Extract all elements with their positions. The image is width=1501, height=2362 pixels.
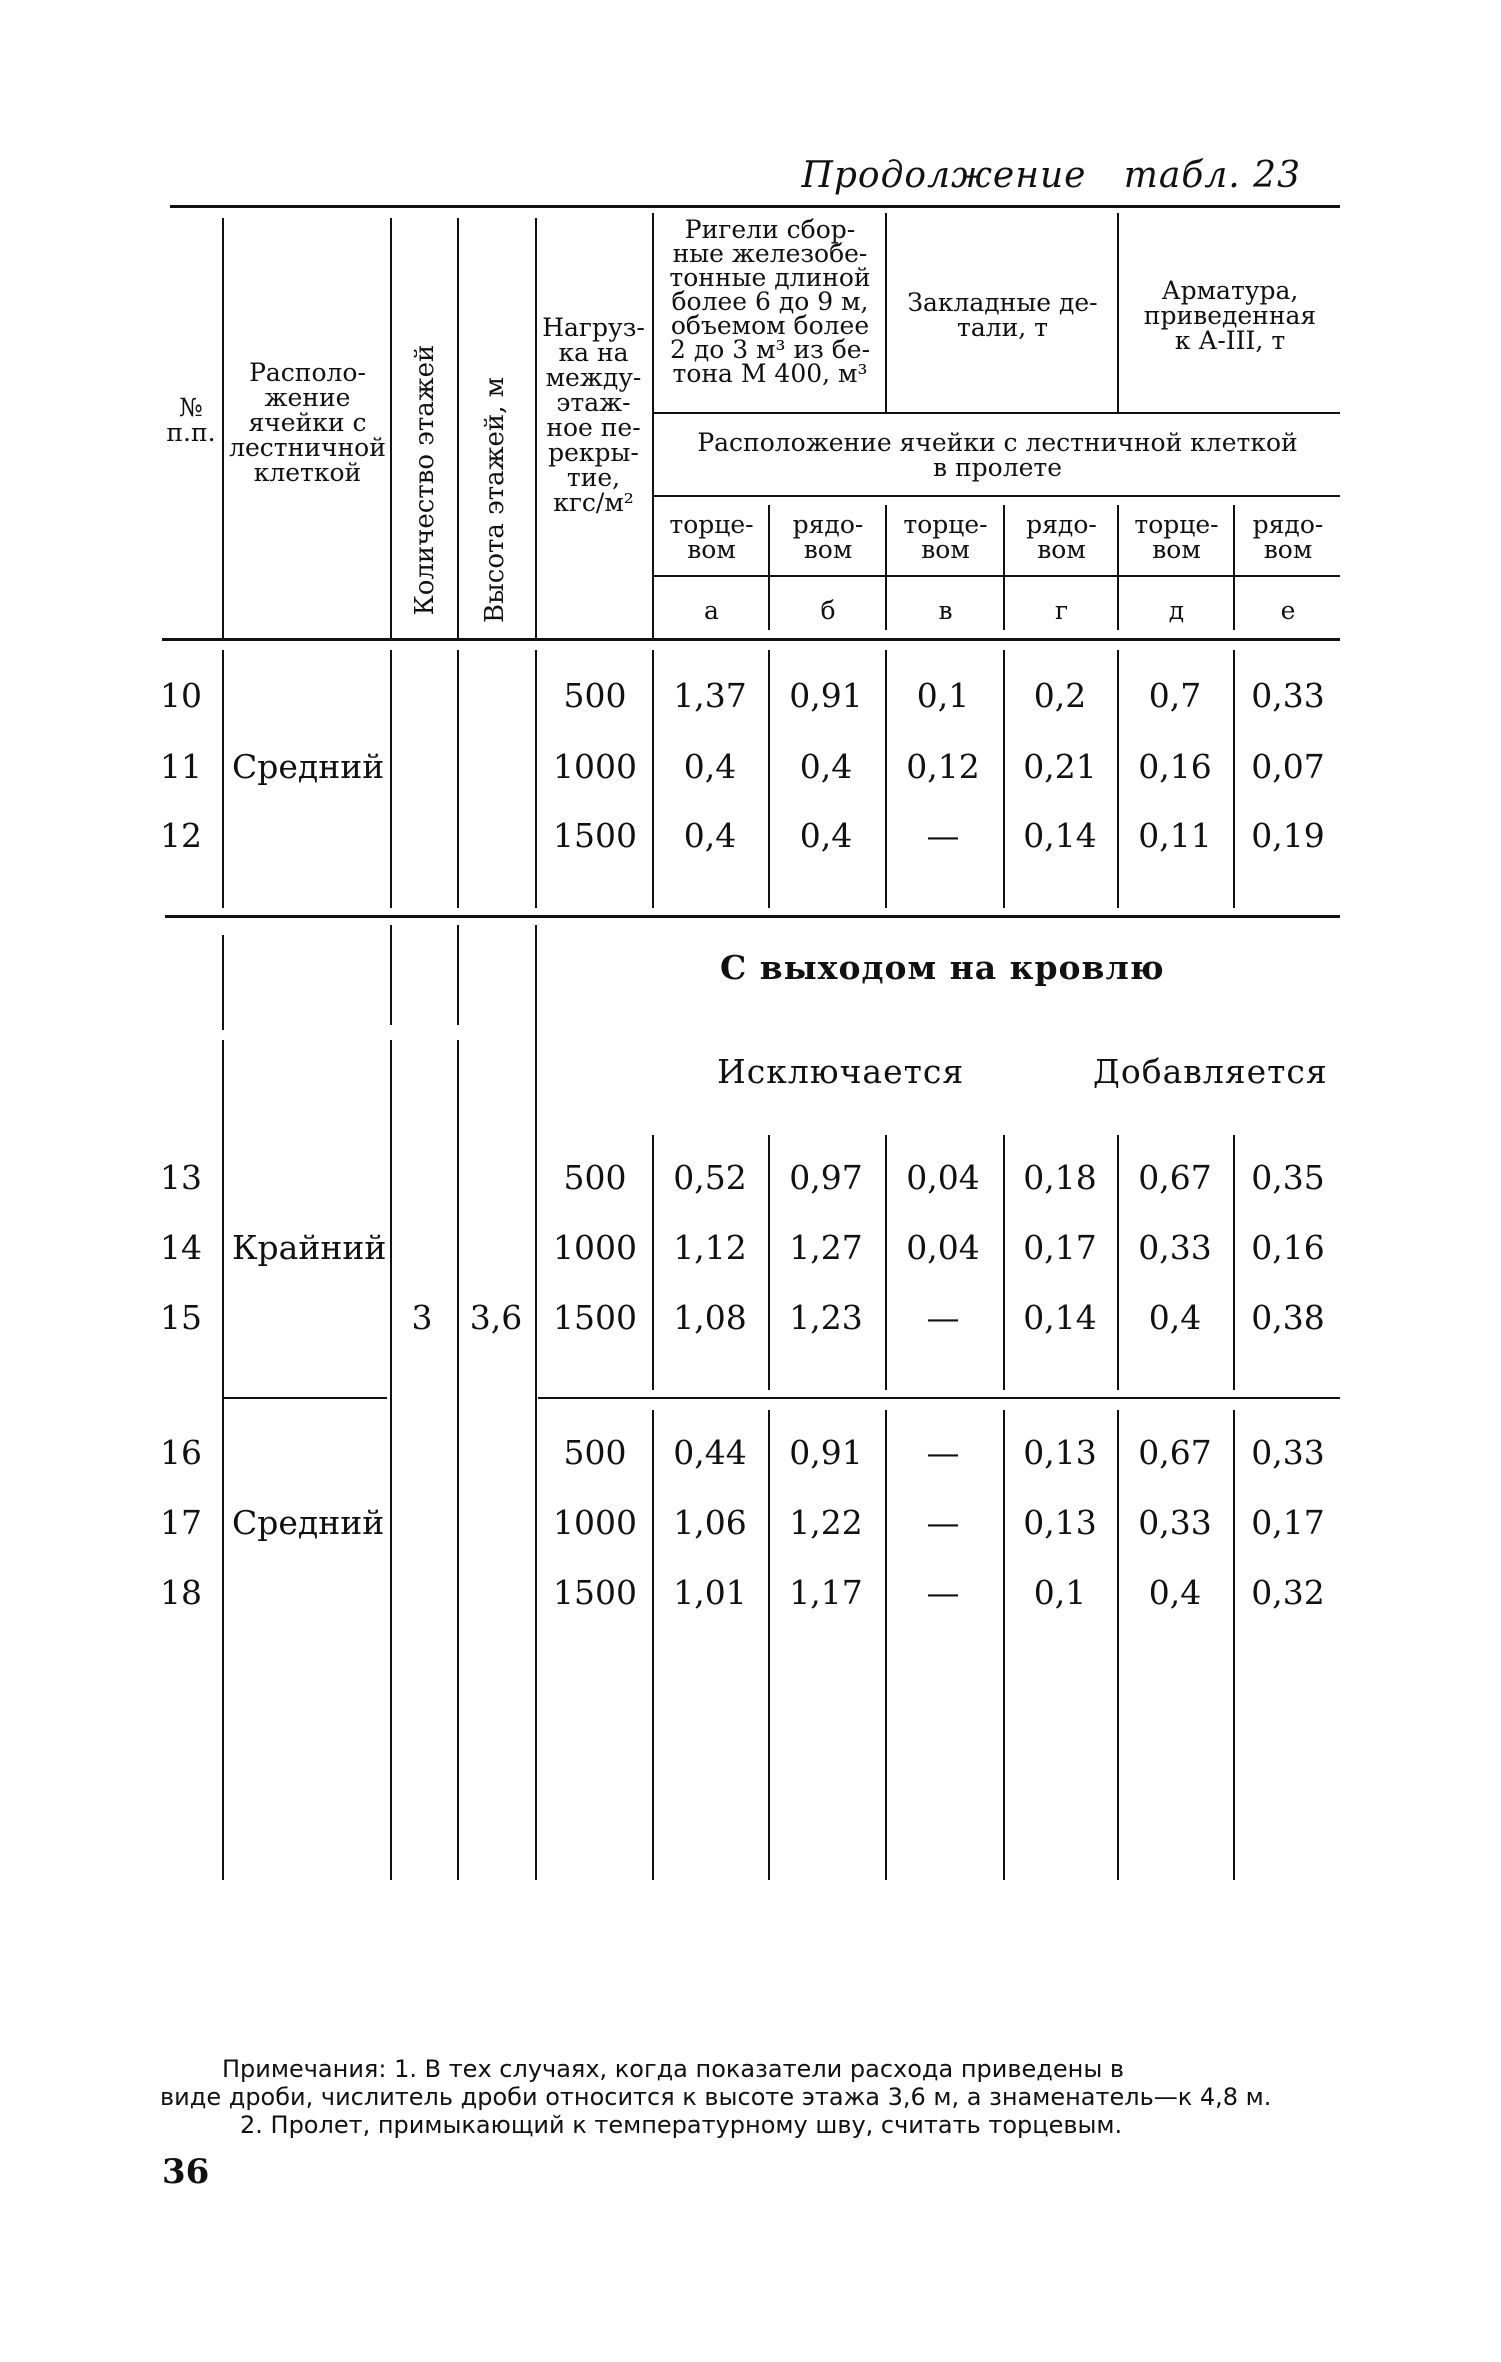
cell-b: 0,91 <box>789 1433 863 1472</box>
row-no: 16 <box>160 1433 202 1472</box>
col-line-c <box>885 505 887 630</box>
header-cell-position: Расположение ячейки с лестничной клеткой в пролете <box>697 428 1298 482</box>
header-beams: Ригели сбор- ные железобе- тонные длиной более 6 до 9 м, объемом более 2 до 3 м³ из бе- тона М 400, м³ <box>669 215 871 388</box>
letter-d: г <box>1054 596 1069 625</box>
block1-bottom-rule <box>165 915 1340 918</box>
header-rule-position <box>652 495 1340 497</box>
sub-header-d: рядо- вом <box>1026 510 1097 564</box>
cell-f: 0,35 <box>1251 1158 1325 1197</box>
sub-header-b: рядо- вом <box>792 510 864 564</box>
s2-line-floors-mid <box>390 1040 392 1880</box>
col-line-embedded-end <box>1117 213 1119 412</box>
sub-header-a: торце- вом <box>669 510 754 564</box>
row-no: 15 <box>160 1298 202 1337</box>
row-load: 1000 <box>553 1228 637 1267</box>
table-notes <box>160 2055 1350 2139</box>
block2-location: Крайний <box>232 1228 387 1267</box>
header-rule-beams <box>652 412 1340 414</box>
cell-e: 0,11 <box>1138 816 1212 855</box>
b3-line-e <box>1117 1410 1119 1880</box>
s2-line-load-long <box>535 925 537 1880</box>
header-height: Высота этажей, м <box>480 377 510 623</box>
b1-line-e <box>1117 650 1119 908</box>
col-line-d <box>1003 505 1005 630</box>
cell-a: 1,01 <box>673 1573 747 1612</box>
b2-line-c <box>885 1135 887 1390</box>
s2-line-location-top <box>222 935 224 1030</box>
cell-a: 0,52 <box>673 1158 747 1197</box>
b1-line-c <box>885 650 887 908</box>
section-height: 3,6 <box>469 1298 523 1337</box>
b3-line-b <box>768 1410 770 1880</box>
cell-f: 0,07 <box>1251 747 1325 786</box>
cell-c: 0,04 <box>906 1158 980 1197</box>
cell-e: 0,33 <box>1138 1228 1212 1267</box>
col-line-f <box>1233 505 1235 630</box>
b3-line-d <box>1003 1410 1005 1880</box>
block1-location: Средний <box>232 747 385 786</box>
cell-b: 1,27 <box>789 1228 863 1267</box>
cell-e: 0,67 <box>1138 1433 1212 1472</box>
cell-c: — <box>926 1298 960 1337</box>
cell-f: 0,33 <box>1251 1433 1325 1472</box>
block3-location: Средний <box>232 1503 385 1542</box>
header-floors: Количество этажей <box>410 344 440 616</box>
letter-b: б <box>820 596 836 625</box>
header-bottom-rule <box>162 638 1340 641</box>
page-number: 36 <box>162 2152 210 2192</box>
cell-b: 1,23 <box>789 1298 863 1337</box>
b1-line-b <box>768 650 770 908</box>
b2-line-a <box>652 1135 654 1390</box>
note-line: виде дроби, числитель дроби относится к высоте этажа 3,6 м, а знаменатель—к 4,8 м. <box>160 2083 1272 2111</box>
row-no: 10 <box>160 676 202 715</box>
cell-f: 0,33 <box>1251 676 1325 715</box>
cell-c: — <box>926 1433 960 1472</box>
header-rule-sub <box>652 575 1340 577</box>
cell-a: 1,12 <box>673 1228 747 1267</box>
cell-e: 0,16 <box>1138 747 1212 786</box>
letter-f: е <box>1280 596 1296 625</box>
b2-line-e <box>1117 1135 1119 1390</box>
cell-f: 0,17 <box>1251 1503 1325 1542</box>
cell-f: 0,16 <box>1251 1228 1325 1267</box>
col-line-height <box>457 218 459 638</box>
cell-d: 0,1 <box>1033 1573 1087 1612</box>
header-load: Нагруз- ка на между- этаж- ное пе- рекры- тие, кгс/м² <box>542 313 645 517</box>
header-location: Располо- жение ячейки с лестничной клеткой <box>229 358 386 487</box>
section-excluded: Исключается <box>717 1052 965 1091</box>
row-no: 12 <box>160 816 202 855</box>
row-no: 18 <box>160 1573 202 1612</box>
sub-header-e: торце- вом <box>1134 510 1219 564</box>
row-no: 11 <box>160 747 202 786</box>
section-floors: 3 <box>411 1298 433 1337</box>
col-line-floors <box>390 218 392 638</box>
cell-c: — <box>926 816 960 855</box>
cell-b: 0,97 <box>789 1158 863 1197</box>
cell-f: 0,19 <box>1251 816 1325 855</box>
b3-line-c <box>885 1410 887 1880</box>
caption-continuation: Продолжение <box>801 155 1087 196</box>
s2-line-floors-top <box>390 925 392 1025</box>
row-load: 1000 <box>553 747 637 786</box>
note-line: 2. Пролет, примыкающий к температурному шву, считать торцевым. <box>240 2111 1123 2139</box>
cell-d: 0,2 <box>1033 676 1087 715</box>
cell-c: 0,1 <box>916 676 970 715</box>
cell-b: 1,22 <box>789 1503 863 1542</box>
cell-d: 0,13 <box>1023 1433 1097 1472</box>
letter-c: в <box>938 596 953 625</box>
col-line-e <box>1117 505 1119 630</box>
cell-f: 0,32 <box>1251 1573 1325 1612</box>
b2-line-f <box>1233 1135 1235 1390</box>
b1-line-f <box>1233 650 1235 908</box>
block2-bottom-rule-left <box>222 1397 387 1399</box>
table-caption <box>801 155 1301 196</box>
row-load: 500 <box>563 676 627 715</box>
cell-b: 0,91 <box>789 676 863 715</box>
b2-line-d <box>1003 1135 1005 1390</box>
cell-d: 0,14 <box>1023 1298 1097 1337</box>
cell-a: 0,4 <box>683 747 737 786</box>
s2-line-height-mid <box>457 1040 459 1880</box>
section-added: Добавляется <box>1093 1052 1328 1091</box>
b2-line-b <box>768 1135 770 1390</box>
row-no: 14 <box>160 1228 202 1267</box>
cell-d: 0,14 <box>1023 816 1097 855</box>
row-no: 17 <box>160 1503 202 1542</box>
b3-line-f <box>1233 1410 1235 1880</box>
b1-line-d <box>1003 650 1005 908</box>
row-load: 500 <box>563 1158 627 1197</box>
cell-a: 1,06 <box>673 1503 747 1542</box>
cell-f: 0,38 <box>1251 1298 1325 1337</box>
row-load: 1500 <box>553 816 637 855</box>
cell-a: 1,37 <box>673 676 747 715</box>
section-title: С выходом на кровлю <box>720 948 1165 987</box>
letter-a: а <box>704 596 719 625</box>
note-line: Примечания: 1. В тех случаях, когда показатели расхода приведены в <box>222 2055 1125 2083</box>
header-rebar: Арматура, приведенная к А-III, т <box>1143 276 1317 355</box>
b1-line-floors <box>390 650 392 908</box>
cell-c: — <box>926 1573 960 1612</box>
col-line-beams-end <box>885 213 887 412</box>
block2-bottom-rule-right <box>538 1397 1340 1399</box>
cell-a: 1,08 <box>673 1298 747 1337</box>
cell-d: 0,17 <box>1023 1228 1097 1267</box>
cell-a: 0,4 <box>683 816 737 855</box>
row-load: 1500 <box>553 1298 637 1337</box>
header-no: № п.п. <box>166 393 216 447</box>
col-line-b <box>768 505 770 630</box>
cell-e: 0,4 <box>1148 1298 1202 1337</box>
cell-b: 0,4 <box>799 747 853 786</box>
s2-line-height-top <box>457 925 459 1025</box>
row-load: 1500 <box>553 1573 637 1612</box>
cell-d: 0,13 <box>1023 1503 1097 1542</box>
table-top-rule <box>170 205 1340 208</box>
cell-a: 0,44 <box>673 1433 747 1472</box>
b1-line-location <box>222 650 224 908</box>
sub-header-c: торце- вом <box>903 510 988 564</box>
cell-e: 0,33 <box>1138 1503 1212 1542</box>
row-no: 13 <box>160 1158 202 1197</box>
b1-line-a <box>652 650 654 908</box>
col-line-location <box>222 218 224 638</box>
cell-c: — <box>926 1503 960 1542</box>
cell-c: 0,12 <box>906 747 980 786</box>
sub-header-f: рядо- вом <box>1252 510 1324 564</box>
b1-line-height <box>457 650 459 908</box>
cell-b: 0,4 <box>799 816 853 855</box>
b3-line-a <box>652 1410 654 1880</box>
letter-e: д <box>1168 596 1185 625</box>
cell-b: 1,17 <box>789 1573 863 1612</box>
cell-e: 0,67 <box>1138 1158 1212 1197</box>
b1-line-load <box>535 650 537 908</box>
cell-e: 0,7 <box>1148 676 1202 715</box>
col-line-a <box>652 213 654 638</box>
row-load: 1000 <box>553 1503 637 1542</box>
cell-c: 0,04 <box>906 1228 980 1267</box>
caption-table-ref: табл. 23 <box>1123 155 1301 196</box>
cell-d: 0,18 <box>1023 1158 1097 1197</box>
cell-e: 0,4 <box>1148 1573 1202 1612</box>
cell-d: 0,21 <box>1023 747 1097 786</box>
row-load: 500 <box>563 1433 627 1472</box>
header-embedded: Закладные де- тали, т <box>907 288 1098 342</box>
s2-line-location-mid <box>222 1040 224 1880</box>
